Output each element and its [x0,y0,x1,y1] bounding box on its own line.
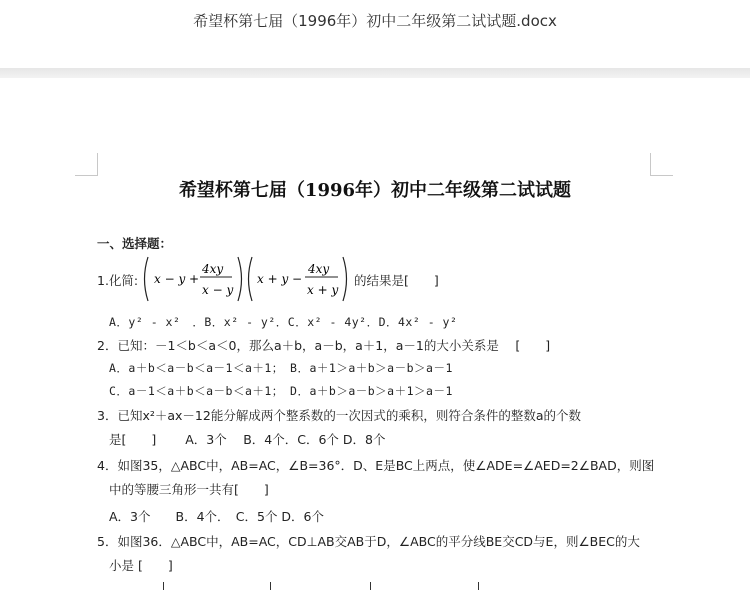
q4-stem: 4．如图35，△ABC中，AB=AC，∠B=36°．D、E是BC上两点，使∠ADE=∠AED=2∠BAD，则图 [97,458,655,473]
q4-options: A．3个 B．4个． C．5个 D．6个 [109,509,325,524]
q1-num1: 4xy [202,262,224,276]
q5-stem: 5．如图36．△ABC中，AB=AC，CD⊥AB交AB于D，∠ABC的平分线BE交CD与E，则∠BEC的大 [97,534,640,549]
page-gap [0,68,750,78]
q1-den1: x − y [202,283,234,297]
q1-suffix: 的结果是[ ] [354,273,439,288]
document-page[interactable] [0,78,750,590]
title-bar [0,0,750,68]
q1-term2: x + y − [257,272,303,286]
q1-num2: 4xy [308,262,330,276]
q1-options: A．y² - x² ．B．x² - y²．C．x² - 4y²．D．4x² - y² [109,315,458,329]
q2-stem: 2．已知：－1＜b＜a＜0，那么a＋b，a－b，a＋1，a－1的大小关系是 [ ] [97,338,551,353]
q1-den2: x + y [307,283,339,297]
q2-options-cd: C．a－1＜a＋b＜a－b＜a＋1； D．a＋b＞a－b＞a＋1＞a－1 [109,384,453,398]
q2-options-ab: A．a＋b＜a－b＜a－1＜a＋1； B．a＋1＞a＋b＞a－b＞a－1 [109,361,453,375]
q1-prefix: 1.化简: [97,273,139,288]
margin-corner-left [75,153,98,176]
q1-formula [140,255,355,303]
document-filename: 希望杯第七届（1996年）初中二年级第二试试题.docx [193,12,557,30]
q3-stem: 3．已知x²＋ax－12能分解成两个整系数的一次因式的乘积，则符合条件的整数a的个数 [97,408,581,423]
q3-options: 是[ ] A．3个 B．4个．C．6个 D．8个 [109,432,386,447]
document-heading: 希望杯第七届（1996年）初中二年级第二试试题 [178,180,572,201]
q1-term1: x − y + [154,272,200,286]
q5-stem-cont: 小是 [ ] [109,558,173,573]
margin-corner-right [650,153,673,176]
q4-stem-cont: 中的等腰三角形一共有[ ] [109,482,269,497]
section-heading: 一、选择题： [97,236,173,251]
